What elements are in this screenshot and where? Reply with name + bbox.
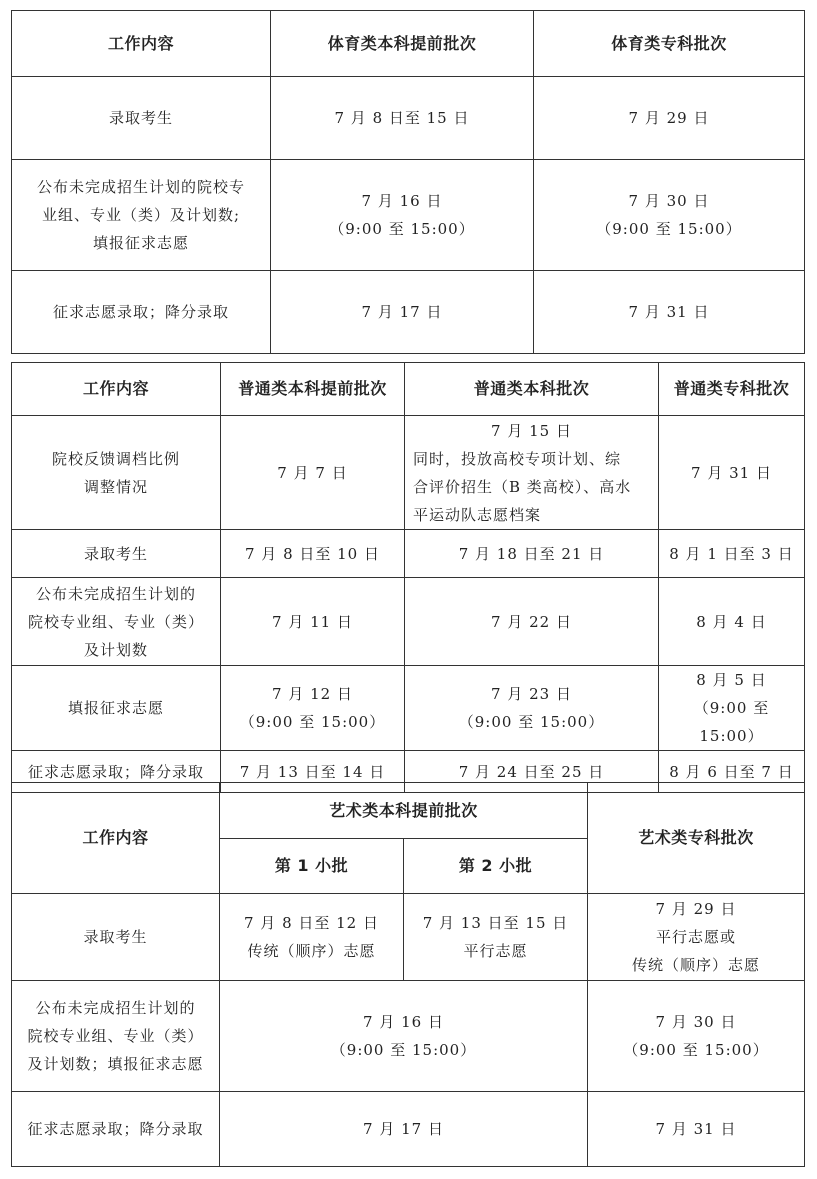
row-label: 征求志愿录取；降分录取 [12,271,271,354]
cell-date: 8 月 1 日至 3 日 [659,530,805,578]
cell-date: 7 月 24 日至 25 日 [405,751,659,793]
row-label: 填报征求志愿 [12,666,221,751]
cell-date: 7 月 8 日至 12 日 传统（顺序）志愿 [220,894,404,981]
header-work-content: 工作内容 [12,363,221,416]
table-row [12,666,805,751]
header-art-undergrad-early: 艺术类本科提前批次 [220,783,588,839]
cell-date: 8 月 4 日 [659,578,805,666]
header-sports-junior-college: 体育类专科批次 [534,11,805,77]
table-row [12,1092,805,1167]
cell-date: 7 月 8 日至 10 日 [221,530,405,578]
table-header-row [12,11,805,77]
row-label: 公布未完成招生计划的 院校专业组、专业（类） 及计划数；填报征求志愿 [12,981,220,1092]
cell-date: 7 月 29 日 平行志愿或 传统（顺序）志愿 [588,894,805,981]
sports-schedule-table [11,10,805,354]
header-art-junior-college: 艺术类专科批次 [588,783,805,894]
cell-date: 7 月 23 日 （9:00 至 15:00） [405,666,659,751]
table-row [12,578,805,666]
header-work-content: 工作内容 [12,11,271,77]
cell-date: 7 月 29 日 [534,77,805,160]
header-general-undergrad-early: 普通类本科提前批次 [221,363,405,416]
cell-date: 7 月 11 日 [221,578,405,666]
cell-date: 7 月 31 日 [659,416,805,530]
table-header-row [12,783,805,839]
header-sub-batch-2: 第 2 小批 [404,839,588,894]
row-label: 公布未完成招生计划的院校专 业组、专业（类）及计划数; 填报征求志愿 [12,160,271,271]
cell-date: 8 月 5 日 （9:00 至 15:00） [659,666,805,751]
header-general-undergrad: 普通类本科批次 [405,363,659,416]
row-label: 录取考生 [12,530,221,578]
art-schedule-table [11,782,805,1167]
header-sports-undergrad-early: 体育类本科提前批次 [271,11,534,77]
cell-date: 7 月 18 日至 21 日 [405,530,659,578]
cell-date: 7 月 30 日 （9:00 至 15:00） [588,981,805,1092]
header-sub-batch-1: 第 1 小批 [220,839,404,894]
header-work-content: 工作内容 [12,783,220,894]
table-row [12,981,805,1092]
cell-date: 7 月 13 日至 15 日 平行志愿 [404,894,588,981]
cell-date-merged: 7 月 17 日 [220,1092,588,1167]
row-label: 院校反馈调档比例 调整情况 [12,416,221,530]
row-label: 公布未完成招生计划的 院校专业组、专业（类） 及计划数 [12,578,221,666]
row-label: 征求志愿录取；降分录取 [12,751,221,793]
table-row [12,894,805,981]
general-schedule-table [11,362,805,793]
header-general-junior-college: 普通类专科批次 [659,363,805,416]
cell-date: 7 月 12 日 （9:00 至 15:00） [221,666,405,751]
row-label: 征求志愿录取；降分录取 [12,1092,220,1167]
cell-date: 7 月 31 日 [588,1092,805,1167]
table-row [12,416,805,530]
row-label: 录取考生 [12,894,220,981]
cell-date: 7 月 17 日 [271,271,534,354]
table-row [12,530,805,578]
cell-date: 7 月 30 日 （9:00 至 15:00） [534,160,805,271]
cell-date: 7 月 22 日 [405,578,659,666]
cell-date: 7 月 13 日至 14 日 [221,751,405,793]
cell-date-note: 7 月 15 日 同时，投放高校专项计划、综 合评价招生（B 类高校）、高水 平运动队志愿档案 [405,416,659,530]
table-row [12,160,805,271]
cell-date: 7 月 31 日 [534,271,805,354]
cell-date: 8 月 6 日至 7 日 [659,751,805,793]
table-row [12,77,805,160]
table-row [12,271,805,354]
cell-date: 7 月 8 日至 15 日 [271,77,534,160]
table-header-row [12,363,805,416]
cell-date: 7 月 16 日 （9:00 至 15:00） [271,160,534,271]
row-label: 录取考生 [12,77,271,160]
cell-date-merged: 7 月 16 日 （9:00 至 15:00） [220,981,588,1092]
cell-date: 7 月 7 日 [221,416,405,530]
